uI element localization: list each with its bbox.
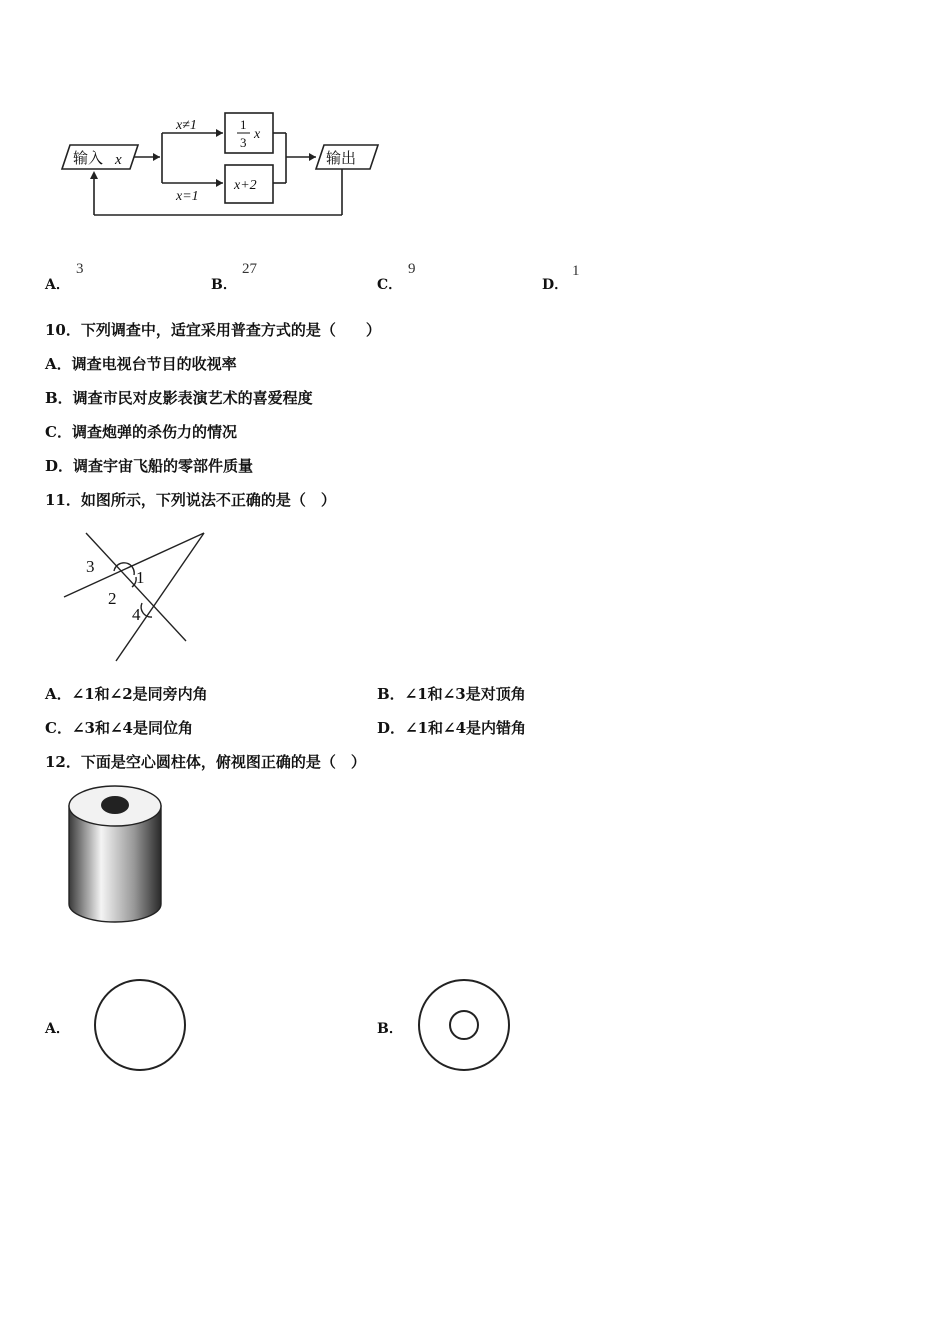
q11-option-d: D．∠1和∠4是内错角: [377, 719, 527, 737]
angle-label-4: 4: [132, 605, 141, 624]
q11-option-c: C．∠3和∠4是同位角: [45, 719, 193, 737]
q12-option-b-label: B．: [377, 1021, 403, 1037]
q9-flowchart: [60, 105, 390, 225]
q10-option-b: B．调查市民对皮影表演艺术的喜爱程度: [45, 389, 313, 407]
q11-stem: 11．如图所示，下列说法不正确的是（ ）: [45, 491, 336, 509]
q12-stem: 12．下面是空心圆柱体，俯视图正确的是（ ）: [45, 753, 366, 771]
q12-option-a-circle: [90, 975, 190, 1075]
q11-option-a: A．∠1和∠2是同旁内角: [45, 685, 208, 703]
box-bottom-text: x+2: [234, 178, 257, 193]
q9-option-c-label: C．: [377, 277, 403, 293]
q10-stem: 10．下列调查中，适宜采用普查方式的是（ ）: [45, 321, 381, 339]
q9-option-a-value: 3: [76, 261, 84, 277]
angle-label-3: 3: [86, 557, 95, 576]
angle-label-2: 2: [108, 589, 117, 608]
q9-option-b-value: 27: [242, 261, 257, 277]
q9-option-d-label: D．: [542, 277, 569, 293]
condition-not-one: x≠1: [176, 118, 197, 133]
q10-option-a: A．调查电视台节目的收视率: [45, 355, 237, 373]
q10-option-d: D．调查宇宙飞船的零部件质量: [45, 457, 254, 475]
input-label: 输入: [73, 151, 104, 167]
q9-option-c-value: 9: [408, 261, 416, 277]
q12-option-b-concentric-circles: [414, 975, 514, 1075]
fraction-numerator: 1: [240, 117, 247, 132]
angle-label-1: 1: [136, 568, 145, 587]
output-label: 输出: [326, 151, 357, 167]
q12-hollow-cylinder: [62, 780, 172, 930]
input-var: x: [115, 152, 122, 168]
q9-option-a-label: A．: [45, 277, 70, 293]
q9-option-b-label: B．: [211, 277, 237, 293]
fraction-denominator: 3: [240, 135, 247, 150]
q11-option-b: B．∠1和∠3是对顶角: [377, 685, 526, 703]
q9-option-d-value: 1: [572, 263, 580, 279]
q11-angle-figure: [60, 527, 210, 667]
fraction-var: x: [254, 127, 261, 142]
q12-option-a-label: A．: [45, 1021, 70, 1037]
condition-equals-one: x=1: [176, 189, 199, 204]
q10-option-c: C．调查炮弹的杀伤力的情况: [45, 423, 237, 441]
